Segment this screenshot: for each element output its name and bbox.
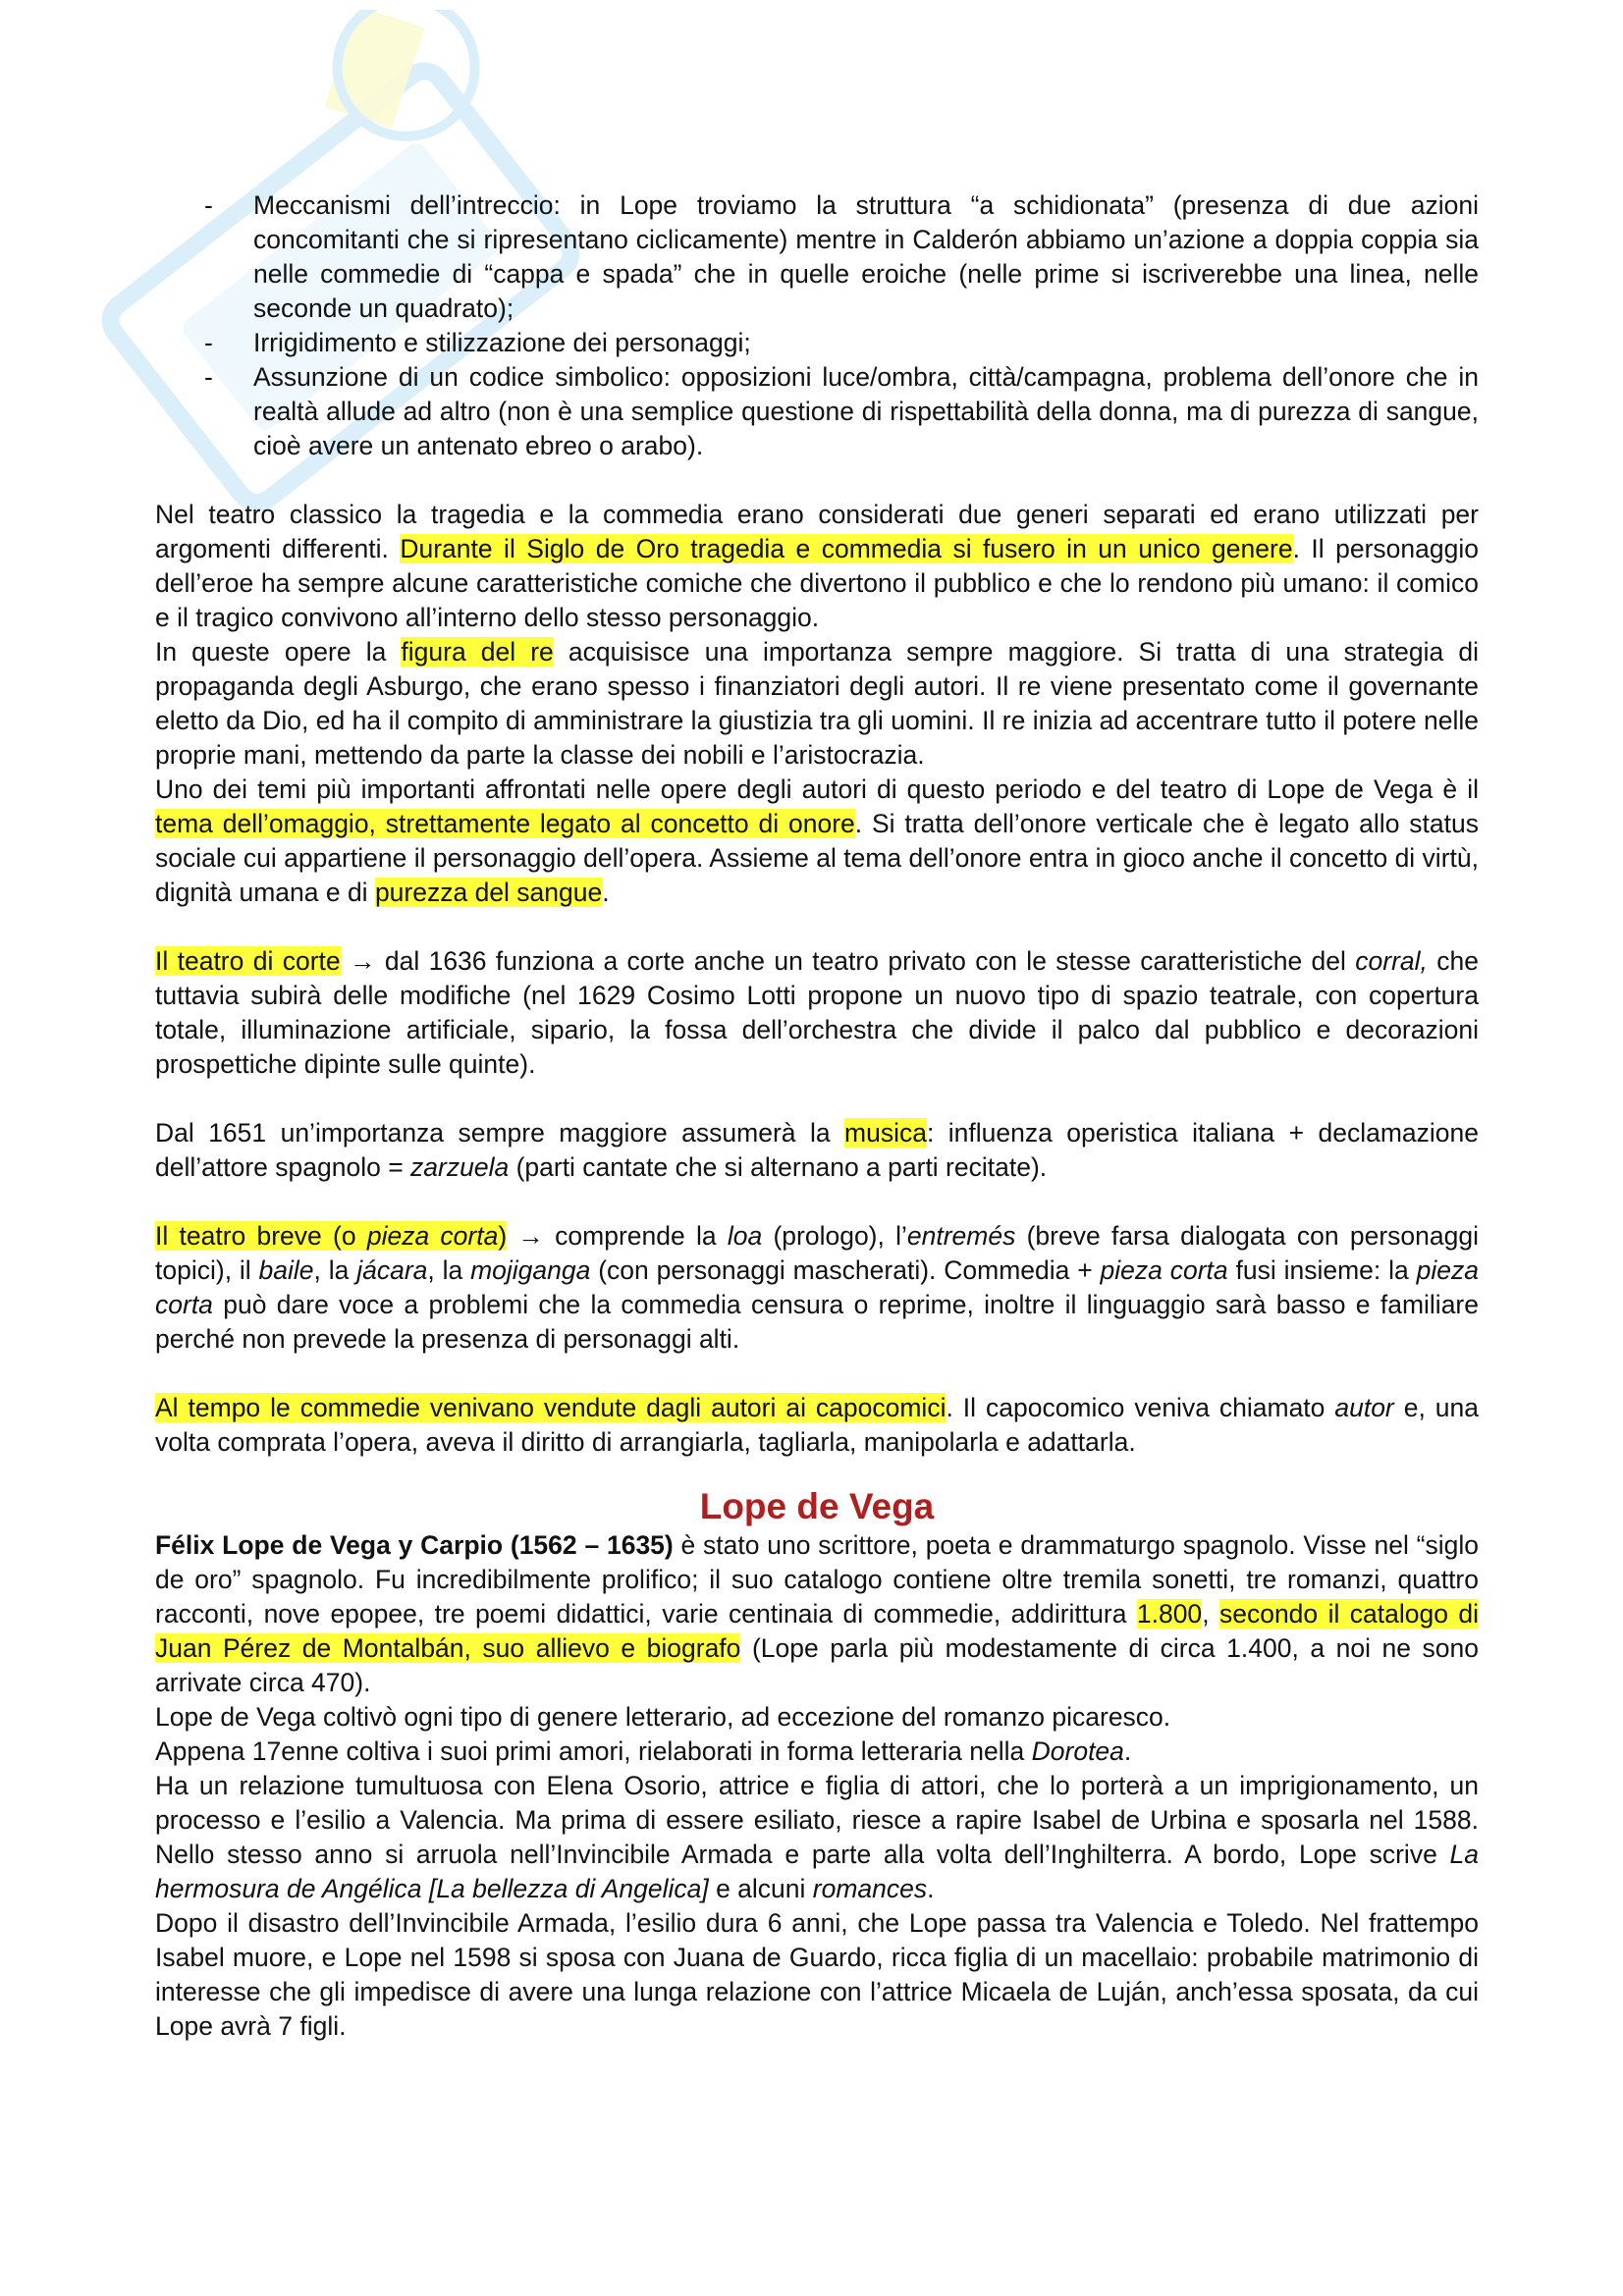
text-run: che tuttavia subirà delle modifiche (nel 1629 Cosimo Lotti propone un nuovo tipo di spazio teatrale, con copertura totale, illuminazione artificiale, sipario, la fossa dell’orchestra che divide il palco dal pubblico e decorazioni prospettiche dipinte sulle quinte). [155,946,1480,1079]
italic-text: corral, [1355,946,1428,976]
list-item-text: Assunzione di un codice simbolico: opposizioni luce/ombra, città/campagna, problema dell’onore che in realtà allude ad altro (non è una semplice questione di rispettabilità della donna, ma di purezza di sangue, cioè avere un antenato ebreo o arabo). [253,362,1479,460]
italic-text: loa [727,1221,763,1251]
text-run: (con personaggi mascherati). Commedia + [590,1255,1101,1285]
italic-text: jácara [356,1255,428,1285]
text-run: . [602,878,610,907]
paragraph-teatro-classico [155,498,1479,635]
paragraph-armada: Dopo il disastro dell’Invincibile Armada, l’esilio dura 6 anni, che Lope passa tra Valencia e Toledo. Nel frattempo Isabel muore, e Lope nel 1598 si sposa con Juana de Guardo, ricca figlia di un macellaio: probabile matrimonio di interesse che gli impedisce di avere una lunga relazione con l’attrice Micaela de Luján, anch’essa sposata, da cui Lope avrà 7 figli. [155,1908,1479,2041]
highlighted-text: tema dell’omaggio, strettamente legato al concetto di onore [155,809,855,838]
bold-text: Félix Lope de Vega y Carpio (1562 – 1635) [155,1530,674,1560]
italic-text: baile [258,1255,314,1285]
highlighted-text: Il teatro di corte [155,946,341,976]
highlighted-text: musica [844,1118,927,1148]
text-run: (Lope parla più modestamente di circa 1.400, a noi ne sono arrivate circa 470). [155,1633,1480,1697]
text-run: Uno dei temi più importanti affrontati nelle opere degli autori di questo periodo e del teatro di Lope de Vega è il [155,774,1479,804]
text-run: è stato uno scrittore, poeta e drammaturgo spagnolo. Visse nel “siglo de oro” spagnolo. Fu incredibilmente prolifico; il suo catalogo contiene oltre tremila sonetti, tre romanzi, quattro racconti, nove epopee, tre poemi didattici, varie centinaia di commedie, addirittura [155,1530,1479,1629]
text-run: . [927,1874,935,1903]
list-dash: - [204,190,213,220]
text-run: , la [427,1255,471,1285]
list-item [155,188,1479,326]
text-run: ) [498,1221,508,1251]
italic-text: La hermosura de Angélica [La bellezza di Angelica] [155,1840,1479,1903]
paragraph-figura-re [155,635,1479,773]
paragraph-teatro-breve [155,1219,1479,1357]
section-heading: Lope de Vega [699,1486,935,1526]
highlighted-text: 1.800 [1136,1599,1203,1629]
text-run: → dal 1636 funziona a corte anche un teatro privato con le stesse caratteristiche del [340,946,1356,976]
text-run: acquisisce una importanza sempre maggiore. Si tratta di una strategia di propaganda degli Asburgo, che erano spesso i finanziatori degli autori. Il re viene presentato come il governante eletto da Dio, ed ha il compito di amministrare la giustizia tra gli uomini. Il re inizia ad accentrare tutto il potere nelle proprie mani, mettendo da parte la classe dei nobili e l’aristocrazia. [155,637,1479,770]
paragraph-generi: Lope de Vega coltivò ogni tipo di genere letterario, ad eccezione del romanzo picaresco. [155,1702,1171,1732]
text-run: Ha un relazione tumultuosa con Elena Osorio, attrice e figlia di attori, che lo porterà a un imprigionamento, un processo e l’esilio a Valencia. Ma prima di essere esiliato, riesce a rapire Isabel de Urbina e sposarla nel 1588. Nello stesso anno si arruola nell’Invincibile Armada e parte alla volta dell’Inghilterra. A bordo, Lope scrive [155,1771,1479,1869]
highlighted-text: purezza del sangue [374,878,603,907]
italic-text: mojiganga [470,1255,591,1285]
italic-text: zarzuela [410,1152,510,1182]
paragraph-onore [155,773,1479,910]
list-item [155,326,1479,360]
paragraph-autor [155,1391,1479,1460]
text-run: e, una volta comprata l’opera, aveva il diritto di arrangiarla, tagliarla, manipolarla e adattarla. [155,1393,1479,1457]
text-run: . Si tratta dell’onore verticale che è legato allo status sociale cui appartiene il personaggio dell’opera. Assieme al tema dell’onore entra in gioco anche il concetto di virtù, dignità umana e di [155,809,1479,907]
highlighted-text: figura del re [401,637,554,667]
text-run: (breve farsa dialogata con personaggi topici), il [155,1221,1479,1285]
italic-text: entremés [906,1221,1016,1251]
text-run: . [1123,1736,1132,1766]
text-run: . Il capocomico veniva chiamato [946,1393,1335,1422]
list-item-text: Meccanismi dell’intreccio: in Lope troviamo la struttura “a schidionata” (presenza di due azioni concomitanti che si ripresentano ciclicamente) mentre in Calderón abbiamo un’azione a doppia coppia sia nelle commedie di “cappa e spada” che in quelle eroiche (nelle prime si iscriverebbe una linea, nelle seconde un quadrato); [253,190,1479,323]
highlighted-text [155,1221,507,1251]
paragraph-musica [155,1116,1479,1185]
italic-text: romances [812,1874,928,1903]
text-run: (prologo), l’ [762,1221,907,1251]
text-run: → comprende la [507,1221,728,1251]
text-run: fusi insieme: la [1227,1255,1417,1285]
paragraph-dorotea [155,1735,1479,1769]
list-dash: - [204,362,213,392]
document-body [155,188,1479,2044]
text-run: Dal 1651 un’importanza sempre maggiore assumerà la [155,1118,845,1148]
italic-text: Dorotea [1031,1736,1124,1766]
text-run: (parti cantate che si alternano a parti recitate). [509,1152,1048,1182]
text-run: . Il personaggio dell’eroe ha sempre alcune caratteristiche comiche che divertono il pubblico e che lo rendono più umano: il comico e il tragico convivono all’interno dello stesso personaggio. [155,534,1479,632]
italic-text: pieza corta [155,1255,1479,1319]
list-item [155,360,1479,463]
paragraph-bio [155,1528,1479,1700]
italic-text: autor [1334,1393,1394,1422]
features-list [155,188,1479,463]
text-run: Nel teatro classico la tragedia e la commedia erano considerati due generi separati ed erano utilizzati per argomenti differenti. [155,500,1479,563]
text-run: Appena 17enne coltiva i suoi primi amori, rielaborati in forma letteraria nella [155,1736,1032,1766]
text-run: Il teatro breve (o [155,1221,367,1251]
list-item-text: Irrigidimento e stilizzazione dei personaggi; [253,328,751,357]
text-run: In queste opere la [155,637,402,667]
text-run: e alcuni [708,1874,813,1903]
paragraph-teatro-corte [155,944,1479,1082]
text-run: : influenza operistica italiana + declamazione dell’attore spagnolo = [155,1118,1480,1182]
text-run: , la [313,1255,357,1285]
paragraph-osorio [155,1769,1479,1906]
highlighted-text: Al tempo le commedie venivano vendute dagli autori ai capocomici [155,1393,947,1422]
highlighted-text: secondo il catalogo di Juan Pérez de Montalbán, suo allievo e biografo [155,1599,1479,1663]
italic-text: pieza corta [1100,1255,1228,1285]
text-run: , [1202,1599,1219,1629]
list-dash: - [204,328,213,357]
italic-text: pieza corta [366,1221,499,1251]
highlighted-text: Durante il Siglo de Oro tragedia e commedia si fusero in un unico genere [400,534,1293,563]
text-run: può dare voce a problemi che la commedia censura o reprime, inoltre il linguaggio sarà basso e familiare perché non prevede la presenza di personaggi alti. [155,1290,1479,1354]
